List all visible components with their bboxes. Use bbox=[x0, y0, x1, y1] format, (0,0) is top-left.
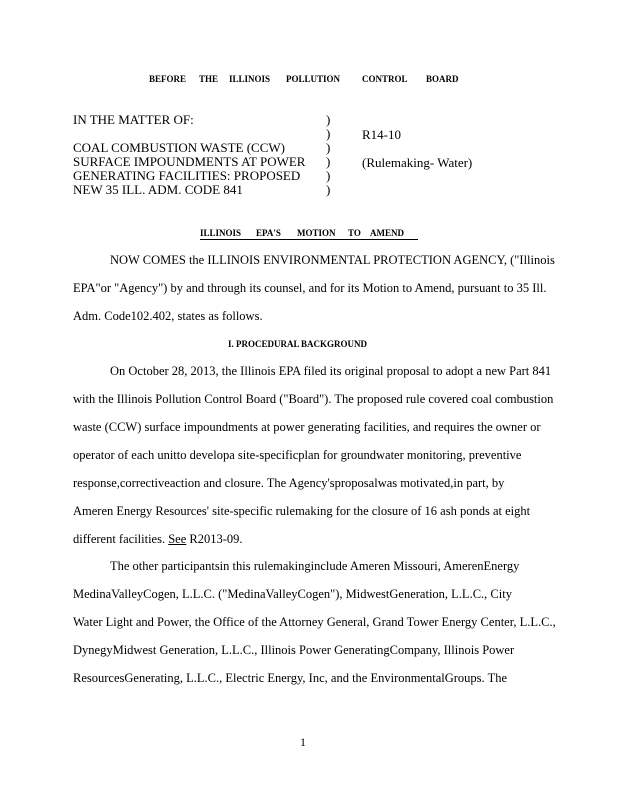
heading-word: CONTROL bbox=[362, 74, 408, 84]
caption-line: IN THE MATTER OF: bbox=[73, 112, 194, 127]
section-heading-word: BACKGROUND bbox=[301, 339, 368, 349]
motion-title-word: EPA'S bbox=[256, 228, 281, 238]
case-caption bbox=[73, 113, 305, 197]
intro-line: Adm. Code102.402, states as follows. bbox=[73, 309, 263, 323]
intro-line: EPA"or "Agency") by and through its counsel, and for its Motion to Amend, pursuant to 35 Ill. bbox=[73, 281, 547, 295]
heading-word: POLLUTION bbox=[286, 74, 341, 84]
caption-line: SURFACE IMPOUNDMENTS AT POWER bbox=[73, 154, 306, 169]
paragraph-line: with the Illinois Pollution Control Board ("Board"). The proposed rule covered coal combustion bbox=[73, 392, 554, 406]
caption-line bbox=[73, 127, 305, 141]
paragraph-line: DynegyMidwest Generation, L.L.C., Illinois Power GeneratingCompany, Illinois Power bbox=[73, 643, 515, 657]
caption-line: NEW 35 ILL. ADM. CODE 841 bbox=[73, 182, 243, 197]
paragraph-line: waste (CCW) surface impoundments at power generating facilities, and requires the owner or bbox=[73, 420, 541, 434]
paren: ) bbox=[326, 182, 331, 197]
citation-text: R2013-09. bbox=[186, 532, 243, 546]
caption-line: GENERATING FACILITIES: PROPOSED bbox=[73, 168, 301, 183]
paren: ) bbox=[326, 112, 331, 127]
docket-number: R14-10 bbox=[362, 127, 401, 142]
paren: ) bbox=[326, 126, 331, 141]
paragraph-line: MedinaValleyCogen, L.L.C. ("MedinaValleyCogen"), MidwestGeneration, L.L.C., City bbox=[73, 587, 512, 601]
heading-word: BEFORE bbox=[149, 74, 187, 84]
page-number: 1 bbox=[300, 735, 306, 749]
section-heading-word: I. PROCEDURAL bbox=[228, 339, 300, 349]
paragraph-line: Ameren Energy Resources' site-specific rulemaking for the closure of 16 ash ponds at eight bbox=[73, 504, 531, 518]
paren: ) bbox=[326, 154, 331, 169]
rulemaking-type: (Rulemaking- Water) bbox=[362, 155, 473, 170]
caption-parentheses bbox=[326, 113, 330, 197]
paragraph-line: ResourcesGenerating, L.L.C., Electric Energy, Inc, and the EnvironmentalGroups. The bbox=[73, 671, 508, 685]
intro-line: NOW COMES the ILLINOIS ENVIRONMENTAL PROTECTION AGENCY, ("Illinois bbox=[110, 253, 555, 267]
motion-title-word: AMEND bbox=[370, 228, 404, 238]
paragraph-line-citation bbox=[73, 532, 243, 547]
heading-word: ILLINOIS bbox=[229, 74, 271, 84]
heading-word: BOARD bbox=[426, 74, 459, 84]
paragraph-line: On October 28, 2013, the Illinois EPA filed its original proposal to adopt a new Part 841 bbox=[110, 364, 552, 378]
motion-title-word: TO bbox=[348, 228, 361, 238]
motion-title-word: ILLINOIS bbox=[200, 228, 242, 238]
see-signal: See bbox=[168, 532, 187, 546]
paren: ) bbox=[326, 168, 331, 183]
motion-title-word: MOTION bbox=[297, 228, 336, 238]
caption-line: COAL COMBUSTION WASTE (CCW) bbox=[73, 140, 285, 155]
paragraph-line: operator of each unitto developa site-specificplan for groundwater monitoring, preventive bbox=[73, 448, 522, 462]
paragraph-line: Water Light and Power, the Office of the Attorney General, Grand Tower Energy Center, L.L.C., bbox=[73, 615, 556, 629]
title-underline bbox=[200, 239, 418, 240]
paragraph-text: different facilities. bbox=[73, 532, 166, 546]
paren: ) bbox=[326, 140, 331, 155]
paragraph-line: The other participantsin this rulemakinginclude Ameren Missouri, AmerenEnergy bbox=[110, 559, 520, 573]
paragraph-line: response,correctiveaction and closure. The Agency'sproposalwas motivated,in part, by bbox=[73, 476, 505, 490]
heading-word: THE bbox=[199, 74, 219, 84]
